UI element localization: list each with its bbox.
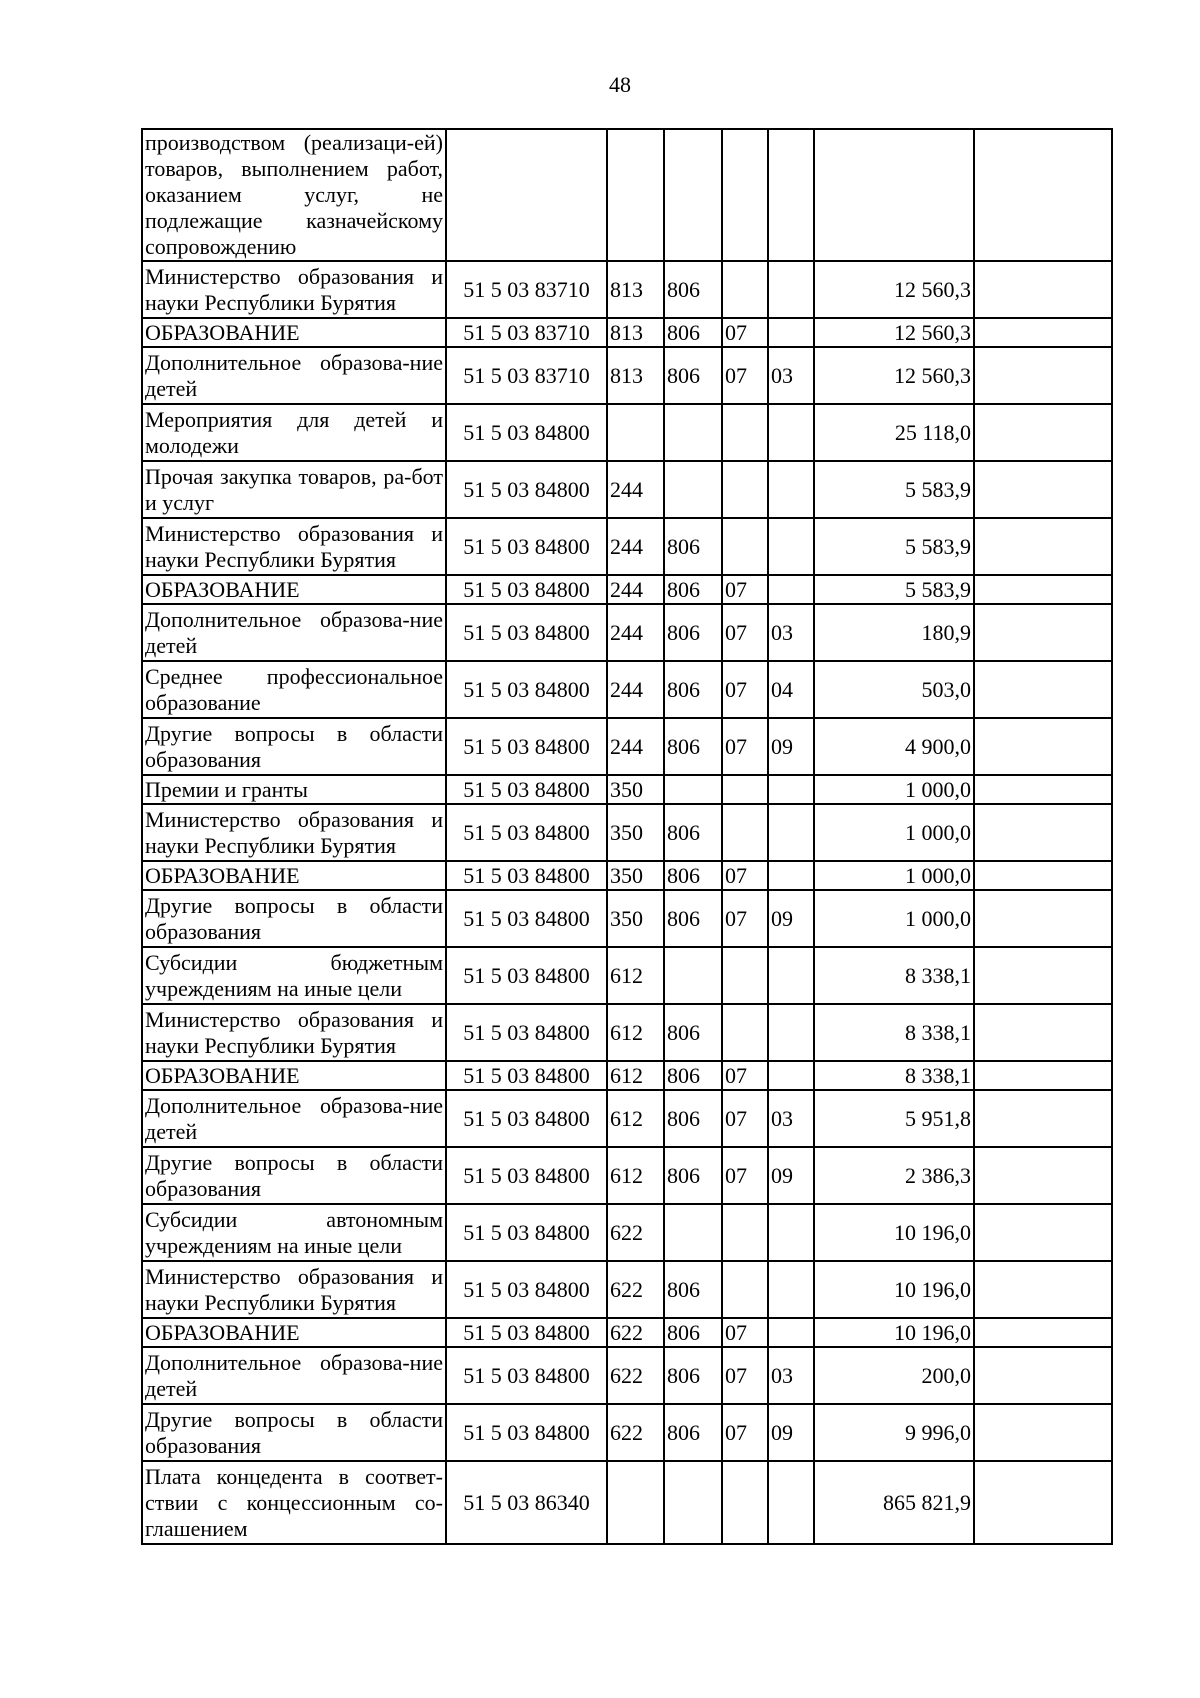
cell-section: 07: [722, 1404, 768, 1461]
table-row: [142, 718, 1112, 775]
cell-extra: [974, 461, 1112, 518]
cell-ministry-code: 806: [664, 804, 722, 861]
cell-subsection: 09: [768, 718, 814, 775]
cell-ministry-code: 806: [664, 661, 722, 718]
table-row: [142, 804, 1112, 861]
cell-ministry-code: 806: [664, 1090, 722, 1147]
cell-name: производством (реализаци-ей) товаров, выполнением работ, оказанием услуг, не подлежащие казначейскому сопровождению: [142, 129, 446, 261]
cell-name: ОБРАЗОВАНИЕ: [142, 1061, 446, 1090]
cell-ministry-code: [664, 129, 722, 261]
table-row: [142, 1004, 1112, 1061]
cell-ministry-code: 806: [664, 261, 722, 318]
cell-amount: 180,9: [814, 604, 974, 661]
cell-target-article: 51 5 03 84800: [446, 575, 607, 604]
cell-target-article: 51 5 03 84800: [446, 1261, 607, 1318]
cell-section: 07: [722, 1090, 768, 1147]
cell-amount: 1 000,0: [814, 890, 974, 947]
cell-target-article: 51 5 03 84800: [446, 1347, 607, 1404]
cell-section: 07: [722, 861, 768, 890]
cell-name: Другие вопросы в области образования: [142, 890, 446, 947]
cell-amount: 12 560,3: [814, 318, 974, 347]
cell-amount: 12 560,3: [814, 347, 974, 404]
cell-section: 07: [722, 718, 768, 775]
cell-expense-type: 244: [607, 718, 664, 775]
cell-extra: [974, 718, 1112, 775]
cell-target-article: 51 5 03 84800: [446, 1318, 607, 1347]
cell-subsection: [768, 1204, 814, 1261]
cell-target-article: 51 5 03 84800: [446, 718, 607, 775]
cell-ministry-code: [664, 404, 722, 461]
cell-expense-type: 350: [607, 861, 664, 890]
cell-subsection: 04: [768, 661, 814, 718]
cell-name: Другие вопросы в области образования: [142, 1404, 446, 1461]
cell-extra: [974, 947, 1112, 1004]
table-row: [142, 129, 1112, 261]
cell-section: 07: [722, 347, 768, 404]
cell-extra: [974, 1147, 1112, 1204]
cell-expense-type: 244: [607, 604, 664, 661]
table-row: [142, 575, 1112, 604]
cell-expense-type: [607, 129, 664, 261]
cell-expense-type: 612: [607, 947, 664, 1004]
cell-subsection: 03: [768, 1347, 814, 1404]
cell-amount: [814, 129, 974, 261]
cell-section: [722, 461, 768, 518]
cell-expense-type: 612: [607, 1004, 664, 1061]
cell-extra: [974, 1461, 1112, 1544]
cell-ministry-code: 806: [664, 604, 722, 661]
cell-target-article: 51 5 03 83710: [446, 261, 607, 318]
cell-expense-type: 813: [607, 261, 664, 318]
cell-extra: [974, 1004, 1112, 1061]
cell-name: Субсидии бюджетным учреждениям на иные цели: [142, 947, 446, 1004]
cell-ministry-code: 806: [664, 890, 722, 947]
cell-amount: 10 196,0: [814, 1204, 974, 1261]
cell-amount: 8 338,1: [814, 1061, 974, 1090]
cell-subsection: [768, 318, 814, 347]
cell-target-article: 51 5 03 84800: [446, 661, 607, 718]
cell-expense-type: 612: [607, 1090, 664, 1147]
cell-target-article: 51 5 03 86340: [446, 1461, 607, 1544]
cell-ministry-code: 806: [664, 1404, 722, 1461]
cell-section: 07: [722, 318, 768, 347]
cell-subsection: [768, 261, 814, 318]
cell-target-article: 51 5 03 84800: [446, 890, 607, 947]
cell-subsection: [768, 404, 814, 461]
cell-extra: [974, 1318, 1112, 1347]
cell-amount: 8 338,1: [814, 1004, 974, 1061]
cell-section: 07: [722, 890, 768, 947]
cell-subsection: [768, 947, 814, 1004]
cell-target-article: 51 5 03 84800: [446, 861, 607, 890]
cell-extra: [974, 129, 1112, 261]
cell-name: ОБРАЗОВАНИЕ: [142, 861, 446, 890]
cell-ministry-code: [664, 1204, 722, 1261]
cell-subsection: 03: [768, 604, 814, 661]
cell-amount: 5 583,9: [814, 575, 974, 604]
table-row: [142, 318, 1112, 347]
cell-section: [722, 1204, 768, 1261]
cell-section: 07: [722, 1061, 768, 1090]
cell-name: Другие вопросы в области образования: [142, 1147, 446, 1204]
table-row: [142, 947, 1112, 1004]
cell-ministry-code: 806: [664, 575, 722, 604]
cell-expense-type: 622: [607, 1347, 664, 1404]
cell-subsection: [768, 1318, 814, 1347]
cell-section: 07: [722, 1347, 768, 1404]
cell-section: 07: [722, 1318, 768, 1347]
cell-amount: 5 583,9: [814, 518, 974, 575]
cell-extra: [974, 1090, 1112, 1147]
cell-name: Среднее профессиональное образование: [142, 661, 446, 718]
table-row: [142, 518, 1112, 575]
cell-ministry-code: 806: [664, 518, 722, 575]
table-row: [142, 775, 1112, 804]
cell-extra: [974, 604, 1112, 661]
table-row: [142, 404, 1112, 461]
page-number: 48: [609, 72, 631, 97]
cell-extra: [974, 1404, 1112, 1461]
cell-subsection: [768, 1004, 814, 1061]
cell-target-article: 51 5 03 84800: [446, 404, 607, 461]
cell-expense-type: 244: [607, 461, 664, 518]
cell-amount: 12 560,3: [814, 261, 974, 318]
cell-ministry-code: 806: [664, 1261, 722, 1318]
cell-expense-type: 813: [607, 347, 664, 404]
budget-table-body: [142, 129, 1112, 1544]
cell-section: [722, 518, 768, 575]
cell-section: 07: [722, 604, 768, 661]
cell-expense-type: [607, 1461, 664, 1544]
cell-subsection: 09: [768, 1147, 814, 1204]
table-row: [142, 461, 1112, 518]
cell-expense-type: 612: [607, 1061, 664, 1090]
cell-amount: 10 196,0: [814, 1261, 974, 1318]
cell-amount: 5 951,8: [814, 1090, 974, 1147]
cell-expense-type: 622: [607, 1318, 664, 1347]
cell-name: Дополнительное образова-ние детей: [142, 347, 446, 404]
table-row: [142, 261, 1112, 318]
cell-amount: 4 900,0: [814, 718, 974, 775]
table-row: [142, 1347, 1112, 1404]
cell-ministry-code: [664, 947, 722, 1004]
cell-subsection: [768, 804, 814, 861]
cell-target-article: 51 5 03 84800: [446, 1204, 607, 1261]
cell-ministry-code: 806: [664, 718, 722, 775]
table-row: [142, 1061, 1112, 1090]
cell-extra: [974, 1061, 1112, 1090]
cell-name: Мероприятия для детей и молодежи: [142, 404, 446, 461]
cell-target-article: 51 5 03 84800: [446, 1061, 607, 1090]
cell-expense-type: 612: [607, 1147, 664, 1204]
cell-extra: [974, 518, 1112, 575]
cell-section: [722, 1261, 768, 1318]
cell-amount: 503,0: [814, 661, 974, 718]
cell-subsection: 09: [768, 1404, 814, 1461]
cell-subsection: [768, 129, 814, 261]
cell-amount: 1 000,0: [814, 861, 974, 890]
table-row: [142, 1147, 1112, 1204]
cell-amount: 1 000,0: [814, 775, 974, 804]
cell-name: Министерство образования и науки Республики Бурятия: [142, 1004, 446, 1061]
cell-name: Плата концедента в соответ-ствии с концессионным со-глашением: [142, 1461, 446, 1544]
cell-subsection: [768, 518, 814, 575]
cell-ministry-code: 806: [664, 318, 722, 347]
cell-subsection: [768, 1261, 814, 1318]
table-row: [142, 861, 1112, 890]
cell-amount: 2 386,3: [814, 1147, 974, 1204]
cell-subsection: [768, 461, 814, 518]
cell-extra: [974, 1204, 1112, 1261]
cell-expense-type: 622: [607, 1404, 664, 1461]
cell-extra: [974, 861, 1112, 890]
cell-target-article: [446, 129, 607, 261]
cell-expense-type: 813: [607, 318, 664, 347]
cell-section: [722, 775, 768, 804]
cell-name: ОБРАЗОВАНИЕ: [142, 575, 446, 604]
cell-ministry-code: 806: [664, 1147, 722, 1204]
budget-table: [141, 128, 1113, 1545]
cell-target-article: 51 5 03 84800: [446, 1004, 607, 1061]
cell-amount: 25 118,0: [814, 404, 974, 461]
cell-expense-type: 350: [607, 804, 664, 861]
table-row: [142, 1404, 1112, 1461]
cell-name: ОБРАЗОВАНИЕ: [142, 1318, 446, 1347]
cell-ministry-code: 806: [664, 347, 722, 404]
cell-target-article: 51 5 03 84800: [446, 804, 607, 861]
cell-target-article: 51 5 03 84800: [446, 1147, 607, 1204]
cell-section: 07: [722, 575, 768, 604]
cell-target-article: 51 5 03 84800: [446, 461, 607, 518]
table-row: [142, 1461, 1112, 1544]
cell-extra: [974, 347, 1112, 404]
cell-name: Субсидии автономным учреждениям на иные цели: [142, 1204, 446, 1261]
table-row: [142, 1204, 1112, 1261]
table-row: [142, 1261, 1112, 1318]
cell-amount: 9 996,0: [814, 1404, 974, 1461]
cell-extra: [974, 575, 1112, 604]
cell-amount: 10 196,0: [814, 1318, 974, 1347]
cell-section: [722, 947, 768, 1004]
table-row: [142, 347, 1112, 404]
cell-expense-type: 244: [607, 575, 664, 604]
cell-expense-type: 244: [607, 518, 664, 575]
cell-name: ОБРАЗОВАНИЕ: [142, 318, 446, 347]
cell-expense-type: 622: [607, 1204, 664, 1261]
cell-ministry-code: 806: [664, 1004, 722, 1061]
cell-amount: 865 821,9: [814, 1461, 974, 1544]
cell-section: 07: [722, 1147, 768, 1204]
cell-expense-type: 350: [607, 775, 664, 804]
cell-name: Прочая закупка товаров, ра-бот и услуг: [142, 461, 446, 518]
cell-expense-type: [607, 404, 664, 461]
cell-subsection: [768, 1461, 814, 1544]
cell-section: [722, 1461, 768, 1544]
cell-subsection: [768, 1061, 814, 1090]
table-row: [142, 1090, 1112, 1147]
cell-name: Дополнительное образова-ние детей: [142, 1090, 446, 1147]
cell-section: [722, 129, 768, 261]
cell-subsection: [768, 861, 814, 890]
cell-target-article: 51 5 03 84800: [446, 775, 607, 804]
cell-extra: [974, 261, 1112, 318]
cell-expense-type: 350: [607, 890, 664, 947]
cell-name: Министерство образования и науки Республики Бурятия: [142, 1261, 446, 1318]
cell-extra: [974, 1347, 1112, 1404]
cell-extra: [974, 1261, 1112, 1318]
cell-subsection: 09: [768, 890, 814, 947]
cell-name: Министерство образования и науки Республики Бурятия: [142, 804, 446, 861]
cell-subsection: [768, 775, 814, 804]
cell-ministry-code: 806: [664, 1061, 722, 1090]
cell-expense-type: 622: [607, 1261, 664, 1318]
cell-target-article: 51 5 03 84800: [446, 518, 607, 575]
cell-subsection: 03: [768, 347, 814, 404]
cell-target-article: 51 5 03 84800: [446, 604, 607, 661]
cell-target-article: 51 5 03 84800: [446, 1404, 607, 1461]
cell-subsection: [768, 575, 814, 604]
cell-amount: 1 000,0: [814, 804, 974, 861]
cell-extra: [974, 318, 1112, 347]
cell-target-article: 51 5 03 84800: [446, 1090, 607, 1147]
cell-name: Другие вопросы в области образования: [142, 718, 446, 775]
cell-target-article: 51 5 03 83710: [446, 318, 607, 347]
cell-name: Министерство образования и науки Республики Бурятия: [142, 261, 446, 318]
cell-name: Министерство образования и науки Республики Бурятия: [142, 518, 446, 575]
cell-target-article: 51 5 03 83710: [446, 347, 607, 404]
cell-amount: 200,0: [814, 1347, 974, 1404]
cell-extra: [974, 775, 1112, 804]
cell-name: Премии и гранты: [142, 775, 446, 804]
cell-extra: [974, 890, 1112, 947]
cell-ministry-code: 806: [664, 1347, 722, 1404]
cell-section: [722, 404, 768, 461]
cell-section: [722, 1004, 768, 1061]
cell-amount: 8 338,1: [814, 947, 974, 1004]
cell-extra: [974, 804, 1112, 861]
cell-ministry-code: [664, 775, 722, 804]
cell-section: 07: [722, 661, 768, 718]
cell-name: Дополнительное образова-ние детей: [142, 604, 446, 661]
cell-name: Дополнительное образова-ние детей: [142, 1347, 446, 1404]
cell-expense-type: 244: [607, 661, 664, 718]
cell-ministry-code: [664, 461, 722, 518]
cell-ministry-code: 806: [664, 1318, 722, 1347]
cell-extra: [974, 404, 1112, 461]
table-row: [142, 890, 1112, 947]
cell-target-article: 51 5 03 84800: [446, 947, 607, 1004]
cell-section: [722, 261, 768, 318]
cell-ministry-code: [664, 1461, 722, 1544]
table-row: [142, 604, 1112, 661]
cell-section: [722, 804, 768, 861]
cell-subsection: 03: [768, 1090, 814, 1147]
table-row: [142, 1318, 1112, 1347]
table-row: [142, 661, 1112, 718]
cell-extra: [974, 661, 1112, 718]
cell-ministry-code: 806: [664, 861, 722, 890]
cell-amount: 5 583,9: [814, 461, 974, 518]
